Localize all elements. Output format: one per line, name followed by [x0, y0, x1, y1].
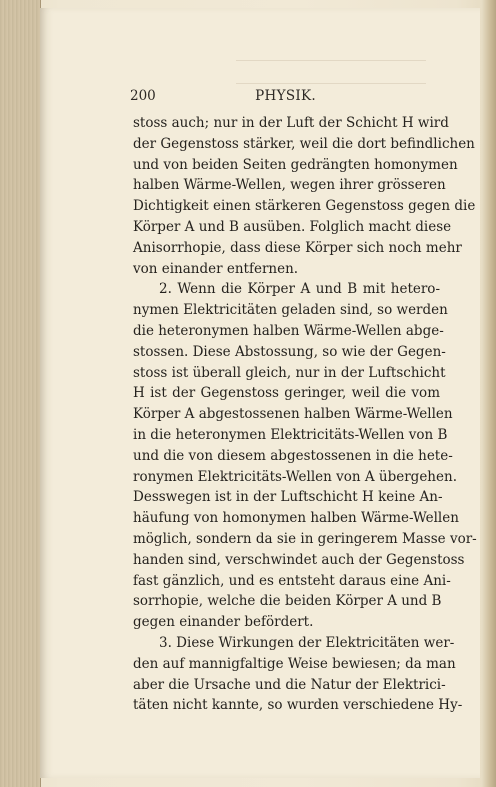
running-head: PHYSIK.	[255, 88, 316, 104]
text-line: stossen. Diese Abstossung, so wie der Gegen-	[133, 343, 446, 360]
text-line: in die heteronymen Elektricitäts-Wellen von B	[133, 426, 448, 443]
text-line: häufung von homonymen halben Wärme-Wellen	[133, 510, 459, 527]
text-line: Anisorrhopie, dass diese Körper sich noch mehr	[133, 239, 462, 256]
body-text	[133, 113, 477, 716]
text-line: Dichtigkeit einen stärkeren Gegenstoss gegen die	[133, 198, 476, 215]
text-line: stoss auch; nur in der Luft der Schicht H wird	[133, 115, 449, 131]
text-line: den auf mannigfaltige Weise bewiesen; da man	[133, 655, 456, 672]
text-line: möglich, sondern da sie in geringerem Masse vor-	[133, 530, 477, 547]
text-line: 3. Diese Wirkungen der Elektricitäten wer-	[159, 634, 455, 651]
text-line: ronymen Elektricitäts-Wellen von A übergehen.	[133, 468, 457, 485]
text-line: stoss ist überall gleich, nur in der Luftschicht	[133, 364, 446, 381]
text-line: Körper A abgestossenen halben Wärme-Wellen	[133, 406, 453, 423]
text-line: täten nicht kannte, so wurden verschiedene Hy-	[133, 697, 463, 714]
page-header	[130, 88, 316, 106]
text-line: handen sind, verschwindet auch der Gegenstoss	[133, 551, 465, 568]
page-number: 200	[130, 88, 156, 104]
text-line: halben Wärme-Wellen, wegen ihrer grösseren	[133, 177, 446, 194]
text-line: von einander entfernen.	[133, 260, 299, 277]
text-line: und von beiden Seiten gedrängten homonymen	[133, 156, 458, 173]
text-line: der Gegenstoss stärker, weil die dort befindlichen	[133, 135, 475, 152]
page-stack-edge	[0, 0, 41, 787]
text-line: Desswegen ist in der Luftschicht H keine An-	[133, 489, 443, 506]
page-right-edge	[482, 0, 496, 787]
text-line: H ist der Gegenstoss geringer, weil die vom	[133, 385, 440, 402]
bleed-through-shadow	[236, 60, 426, 84]
text-line: und die von diesem abgestossenen in die hete-	[133, 447, 453, 464]
text-line: Körper A und B ausüben. Folglich macht diese	[133, 218, 452, 235]
text-line: nymen Elektricitäten geladen sind, so werden	[133, 302, 448, 319]
text-line: gegen einander befördert.	[133, 614, 314, 631]
text-line: aber die Ursache und die Natur der Elektrici-	[133, 676, 446, 693]
text-line: fast gänzlich, und es entsteht daraus eine Ani-	[133, 572, 451, 589]
text-line: die heteronymen halben Wärme-Wellen abge-	[133, 322, 444, 339]
text-line: 2. Wenn die Körper A und B mit hetero-	[159, 281, 440, 298]
text-line: sorrhopie, welche die beiden Körper A und B	[133, 593, 442, 610]
